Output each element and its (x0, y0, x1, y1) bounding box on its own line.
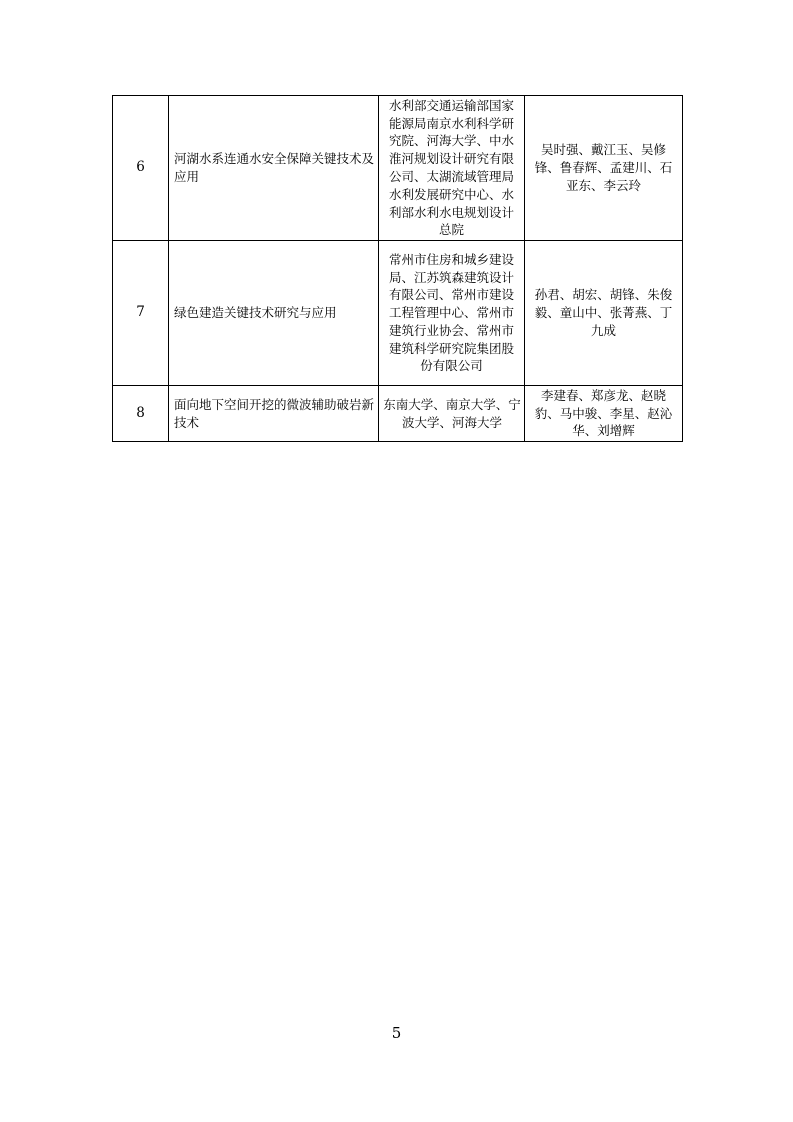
table-row (113, 241, 683, 386)
row-number: 6 (113, 96, 169, 241)
completing-units-text: 常州市住房和城乡建设局、江苏筑森建筑设计有限公司、常州市建设工程管理中心、常州市建筑行业协会、常州市建筑科学研究院集团股份有限公司 (388, 251, 514, 374)
table-row (113, 96, 683, 241)
table-row (113, 386, 683, 442)
row-number: 8 (113, 386, 169, 442)
completing-people-text: 吴时强、戴江玉、吴修锋、鲁春辉、孟建川、石亚东、李云玲 (534, 142, 673, 193)
completing-people-text: 李建春、郑彦龙、赵晓豹、马中骏、李星、赵沁华、刘增辉 (534, 387, 673, 439)
awards-table (112, 95, 683, 442)
project-name: 面向地下空间开挖的微波辅助破岩新技术 (169, 386, 379, 442)
completing-people (525, 241, 683, 386)
completing-people (525, 386, 683, 442)
completing-units-text: 东南大学、南京大学、宁波大学、河海大学 (383, 396, 521, 430)
page-number: 5 (391, 1024, 402, 1042)
completing-units-text: 水利部交通运输部国家能源局南京水利科学研究院、河海大学、中水淮河规划设计研究有限公司、太湖流域管理局水利发展研究中心、水利部水利水电规划设计总院 (388, 97, 514, 238)
completing-units (379, 96, 525, 241)
row-number: 7 (113, 241, 169, 386)
completing-people-text: 孙君、胡宏、胡锋、朱俊毅、童山中、张菁燕、丁九成 (534, 287, 673, 338)
project-name: 绿色建造关键技术研究与应用 (169, 241, 379, 386)
project-name: 河湖水系连通水安全保障关键技术及应用 (169, 96, 379, 241)
completing-units (379, 241, 525, 386)
completing-units (379, 386, 525, 442)
completing-people (525, 96, 683, 241)
